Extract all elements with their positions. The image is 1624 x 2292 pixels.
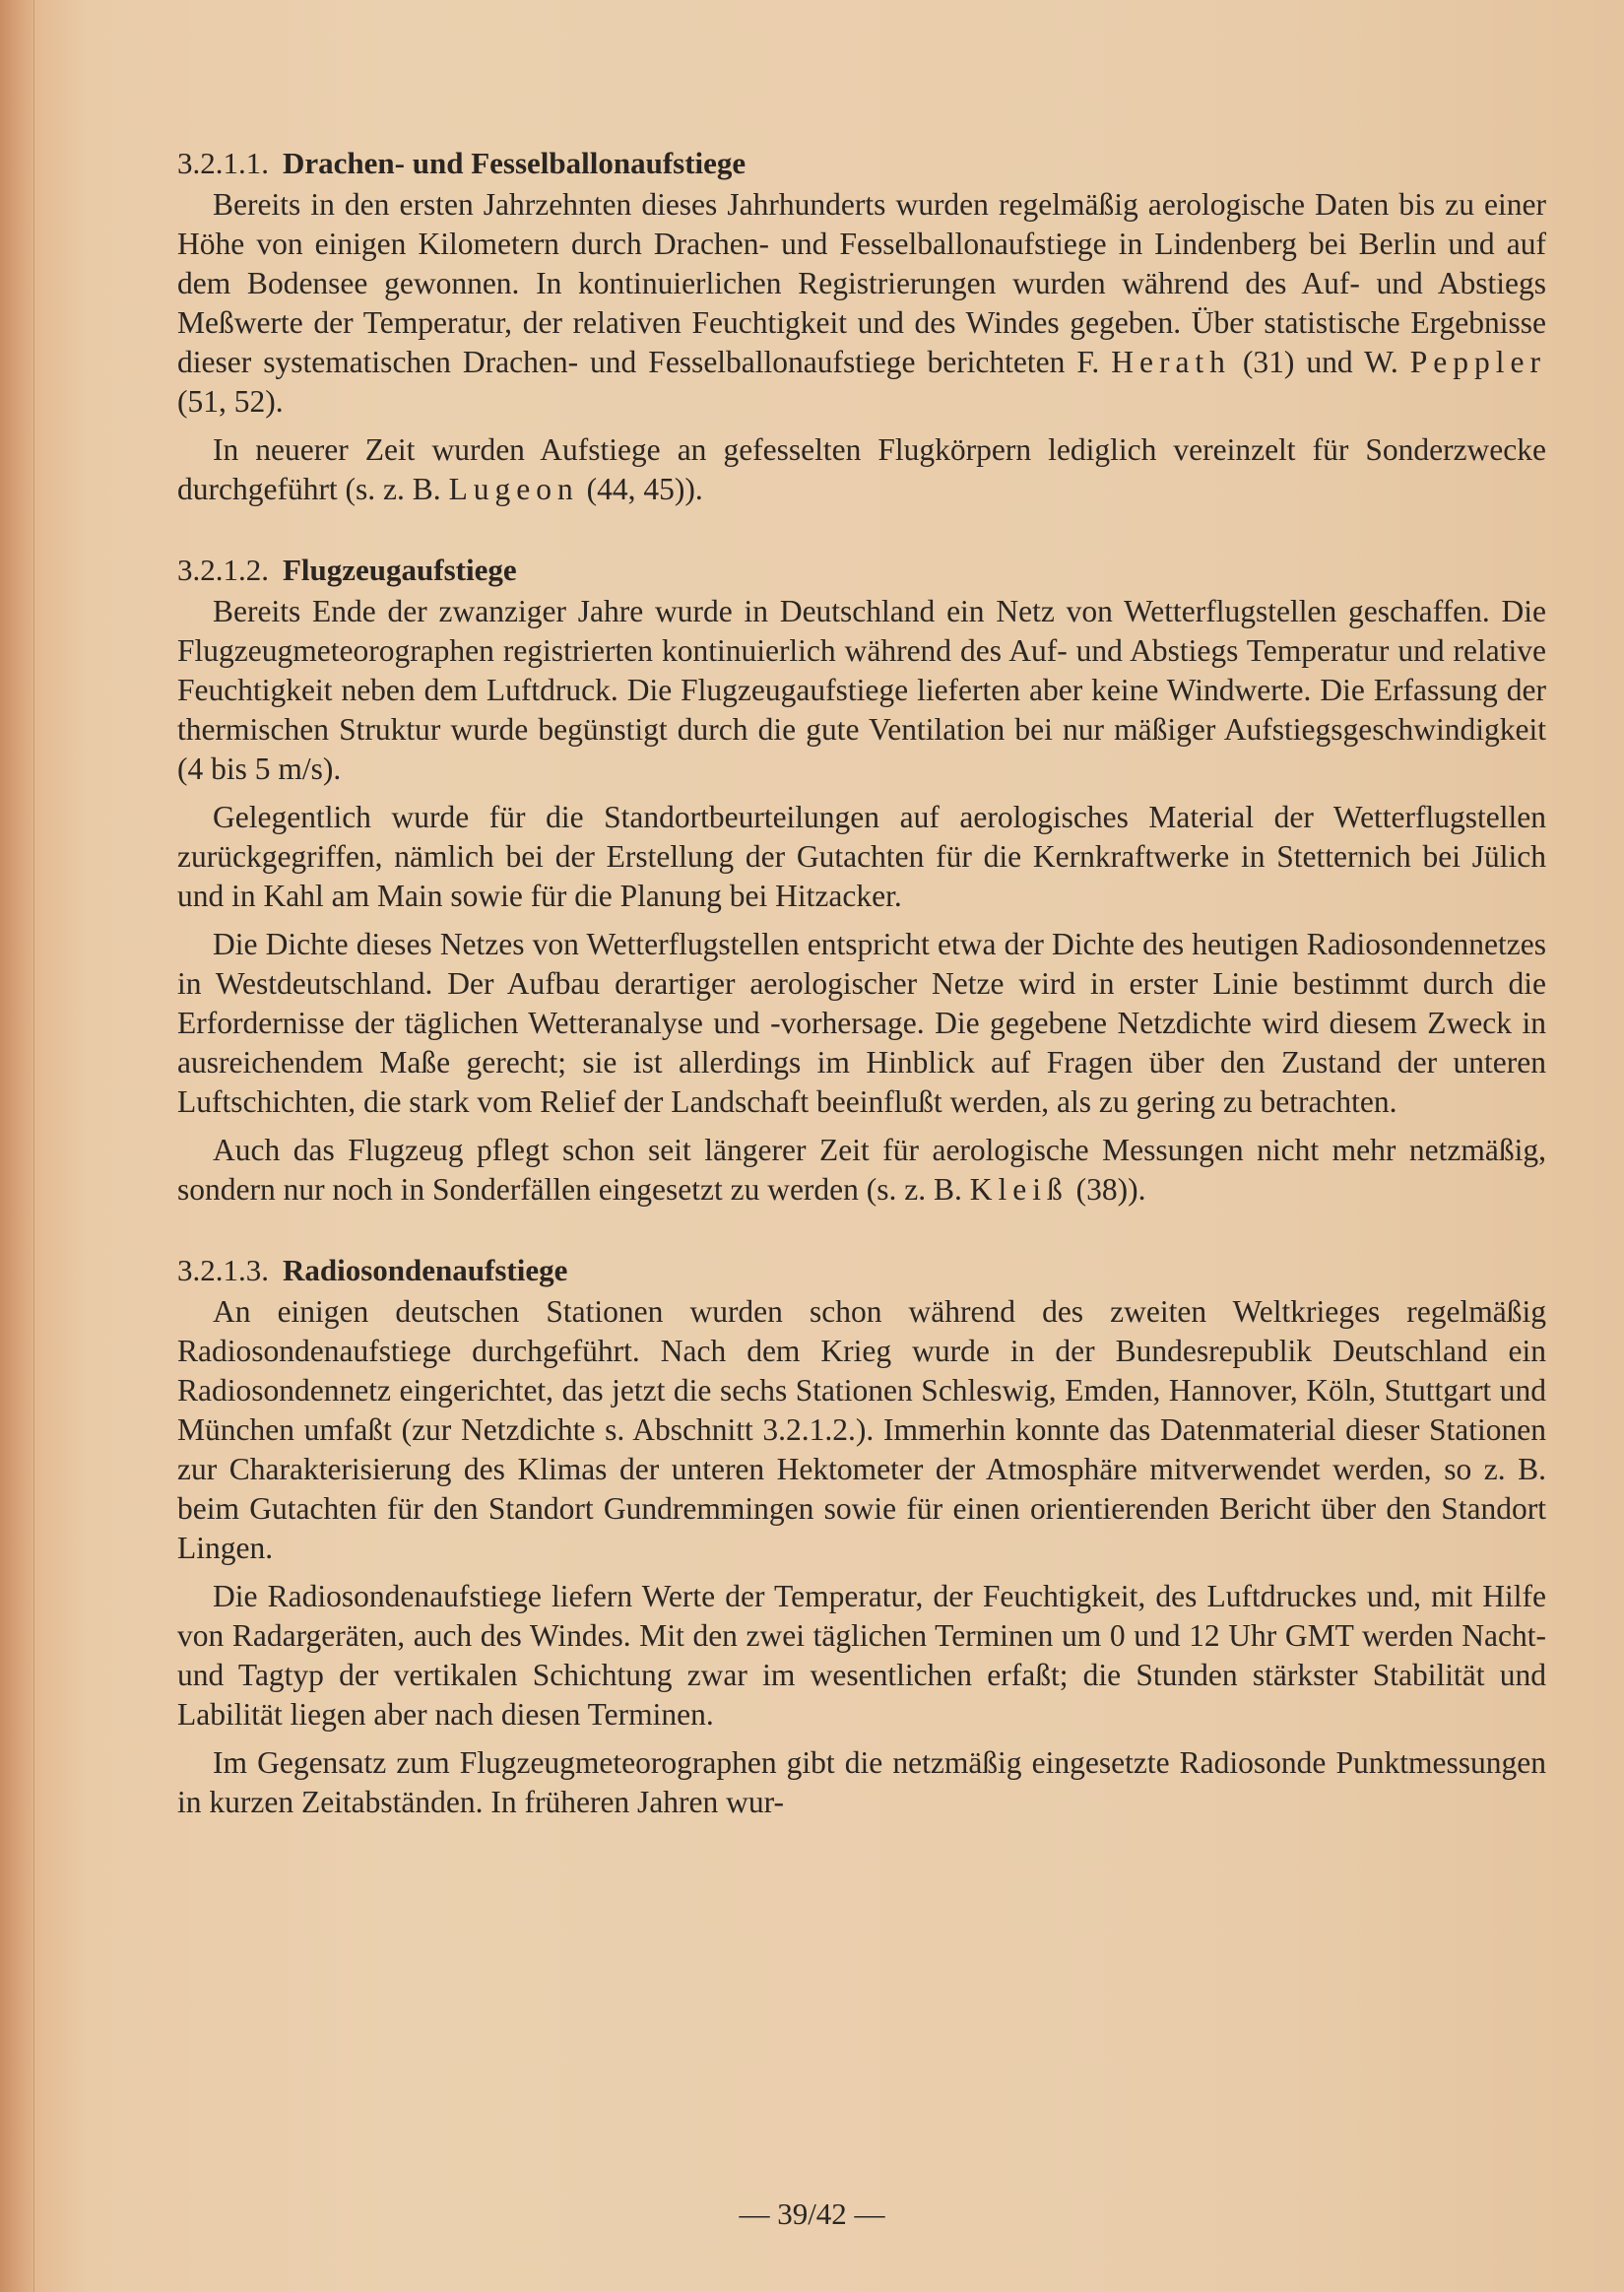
author-name: Herath: [1111, 345, 1231, 379]
text-run: (44, 45)).: [578, 472, 703, 506]
paragraph: An einigen deutschen Stationen wurden schon während des zweiten Weltkrieges regelmäßig Radiosondenaufstiege durchgeführt. Nach dem Krieg wurde in der Bundesrepublik Deutschland ein Radiosondennetz eingerichtet, das jetzt die sechs Stationen Schleswig, Emden, Hannover, Köln, Stuttgart und München umfaßt (zur Netzdichte s. Abschnitt 3.2.1.2.). Immerhin konnte das Datenmaterial dieser Stationen zur Charakterisierung des Klimas der unteren Hektometer der Atmosphäre mitverwendet werden, so z. B. beim Gutachten für den Standort Gundremmingen sowie für einen orientierenden Bericht über den Standort Lingen.: [177, 1294, 1546, 1565]
section-3-2-1-1: [177, 144, 1546, 509]
page-edge: [0, 0, 34, 2292]
paragraph: Gelegentlich wurde für die Standortbeurteilungen auf aerologisches Material der Wetterflugstellen zurückgegriffen, nämlich bei der Erstellung der Gutachten für die Kernkraftwerke in Stetternich bei Jülich und in Kahl am Main sowie für die Planung bei Hitzacker.: [177, 800, 1546, 913]
text-run: In neuerer Zeit wurden Aufstiege an gefesselten Flugkörpern lediglich vereinzelt für Sonderzwecke durchgeführt (s. z. B.: [177, 432, 1546, 506]
section-number: 3.2.1.2.: [177, 553, 269, 587]
section-number: 3.2.1.1.: [177, 146, 269, 180]
paragraph: Die Dichte dieses Netzes von Wetterflugstellen entspricht etwa der Dichte des heutigen Radiosondennetzes in Westdeutschland. Der Aufbau derartiger aerologischer Netze wird in erster Linie bestimmt durch die Erfordernisse der täglichen Wetteranalyse und -vorhersage. Die gegebene Netzdichte wird diesem Zweck in ausreichendem Maße gerecht; sie ist allerdings im Hinblick auf Fragen über den Zustand der unteren Luftschichten, die stark vom Relief der Landschaft beeinflußt werden, als zu gering zu betrachten.: [177, 927, 1546, 1119]
paragraph: Im Gegensatz zum Flugzeugmeteorographen gibt die netzmäßig eingesetzte Radiosonde Punktmessungen in kurzen Zeitabständen. In früheren Jahren wur-: [177, 1745, 1546, 1819]
text-run: (51, 52).: [177, 384, 284, 419]
paragraph: [177, 430, 1546, 509]
author-name: Peppler: [1409, 345, 1547, 379]
section-3-2-1-2: [177, 551, 1546, 1210]
section-number: 3.2.1.3.: [177, 1253, 269, 1287]
text-run: Auch das Flugzeug pflegt schon seit längerer Zeit für aerologische Messungen nicht mehr netzmäßig, sondern nur noch in Sonderfällen eingesetzt zu werden (s. z. B.: [177, 1133, 1546, 1207]
paragraph: [177, 185, 1546, 422]
section-heading: [177, 144, 1546, 183]
author-name: Kleiß: [969, 1172, 1069, 1207]
text-run: (38)).: [1068, 1172, 1146, 1207]
section-heading: [177, 551, 1546, 590]
author-name: Lugeon: [448, 472, 579, 506]
section-heading: [177, 1251, 1546, 1290]
section-3-2-1-3: [177, 1251, 1546, 1822]
paragraph: [177, 1131, 1546, 1210]
section-title: Drachen- und Fesselballonaufstiege: [283, 146, 747, 180]
text-run: Bereits in den ersten Jahrzehnten dieses Jahrhunderts wurden regelmäßig aerologische Daten bis zu einer Höhe von einigen Kilometern durch Drachen- und Fesselballonaufstiege in Lindenberg bei Berlin und auf dem Bodensee gewonnen. In kontinuierlichen Registrierungen wurden während des Auf- und Abstiegs Meßwerte der Temperatur, der relativen Feuchtigkeit und des Windes gegeben. Über statistische Ergebnisse dieser systematischen Drachen- und Fesselballonaufstiege berichteten F.: [177, 187, 1546, 379]
section-title: Radiosondenaufstiege: [283, 1253, 568, 1287]
paragraph: Die Radiosondenaufstiege liefern Werte der Temperatur, der Feuchtigkeit, des Luftdruckes und, mit Hilfe von Radargeräten, auch des Windes. Mit den zwei täglichen Terminen um 0 und 12 Uhr GMT werden Nacht- und Tagtyp der vertikalen Schichtung zwar im wesentlichen erfaßt; die Stunden stärkster Stabilität und Labilität liegen aber nach diesen Terminen.: [177, 1579, 1546, 1732]
document-body: [177, 144, 1546, 1822]
page-number: — 39/42 —: [739, 2196, 885, 2231]
paragraph: Bereits Ende der zwanziger Jahre wurde in Deutschland ein Netz von Wetterflugstellen geschaffen. Die Flugzeugmeteorographen registrierten kontinuierlich während des Auf- und Abstiegs Temperatur und relative Feuchtigkeit neben dem Luftdruck. Die Flugzeugaufstiege lieferten aber keine Windwerte. Die Erfassung der thermischen Struktur wurde begünstigt durch die gute Ventilation bei nur mäßiger Aufstiegsgeschwindigkeit (4 bis 5 m/s).: [177, 594, 1546, 786]
section-title: Flugzeugaufstiege: [283, 553, 517, 587]
text-run: (31) und W.: [1230, 345, 1410, 379]
